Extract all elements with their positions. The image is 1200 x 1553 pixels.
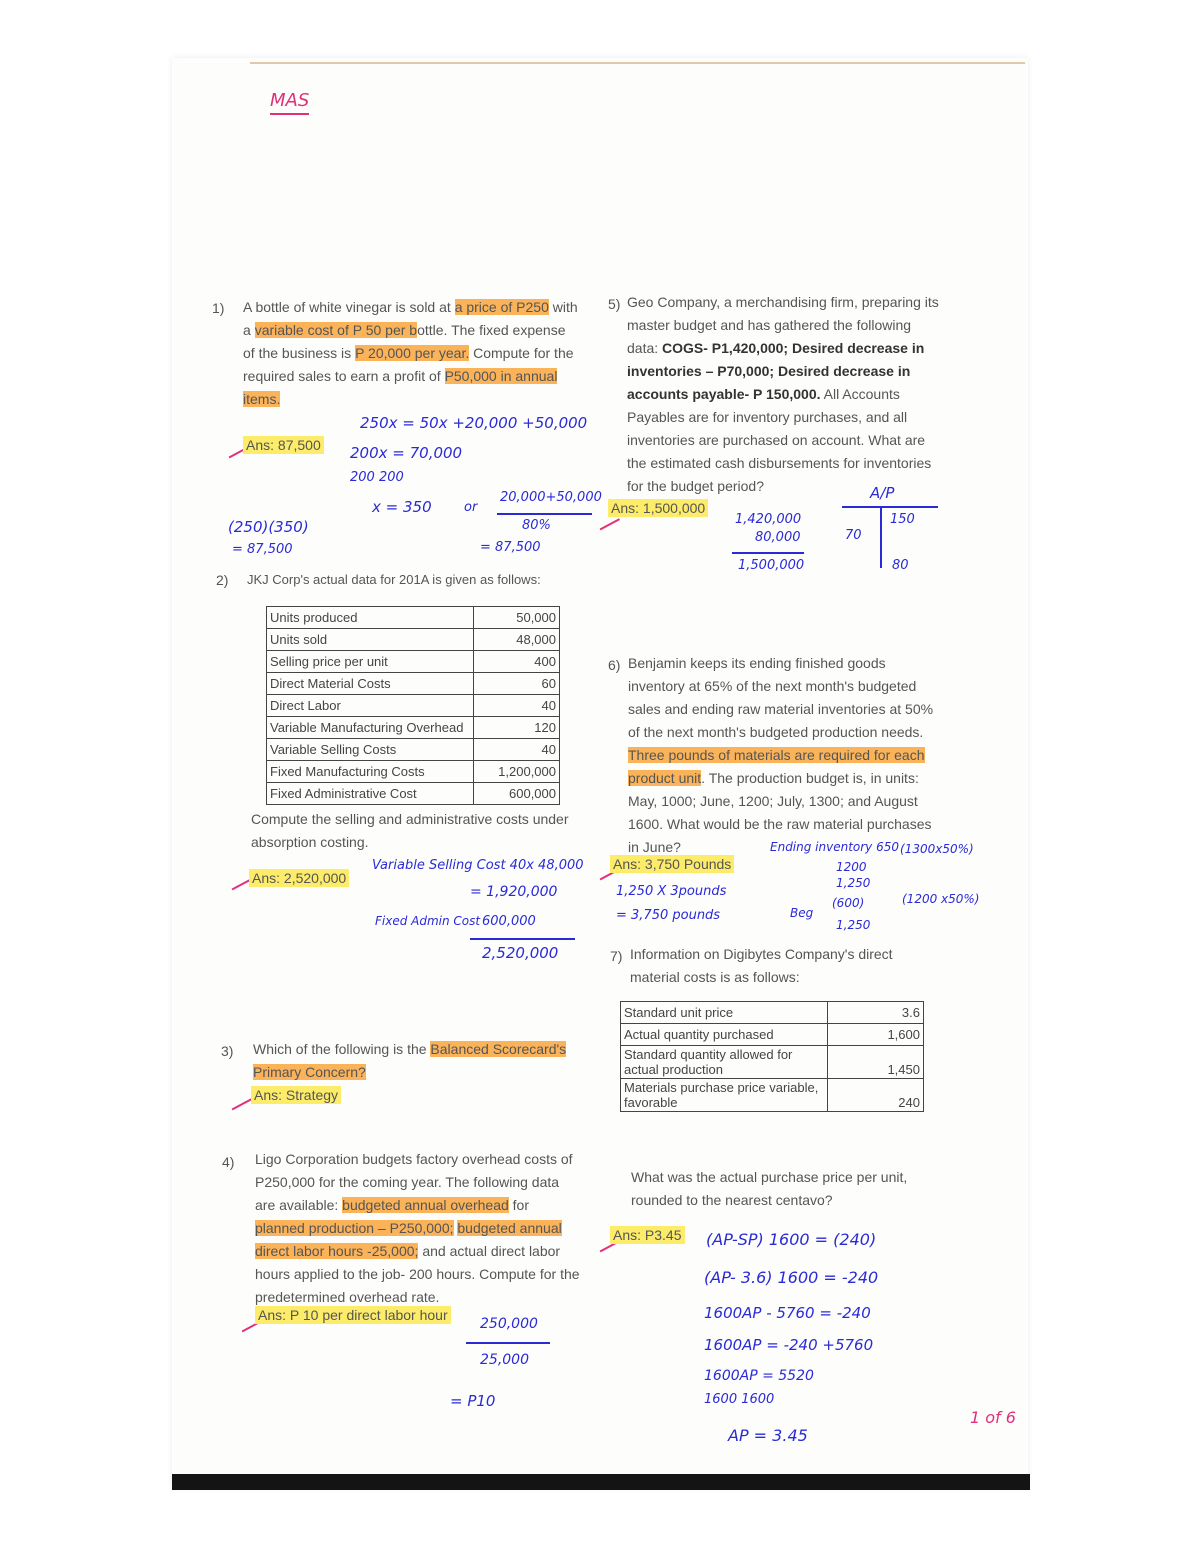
q5-work-line: 80,000: [755, 530, 801, 545]
q6-work-line: (1200 x50%): [902, 892, 980, 906]
table-row: Standard unit price 3.6: [621, 1002, 924, 1024]
q6-work-line: Ending inventory 650: [770, 840, 900, 854]
q1-work-line: = 87,500: [480, 540, 541, 555]
q1-work-line: (250)(350): [228, 518, 309, 536]
q4-work-line: = P10: [450, 1392, 496, 1410]
q5-text: Geo Company, a merchandising firm, preparing its master budget and has gathered the following data: COGS- P1,420,000; Desired decrease in inventories – P70,000; Desired decrease in accounts payable- P 150,000. All Accounts Payables are for inventory purchases, and all inventories are purchased on account. What are the estimated cash disbursements for inventories for the budget period?: [627, 294, 939, 494]
q5-answer: Ans: 1,500,000: [608, 499, 708, 517]
q4-text: Ligo Corporation budgets factory overhead costs of P250,000 for the coming year. The following data are available: budgeted annual overhead for planned production – P250,000; budgeted annual direct labor hours -25,000; and actual direct labor hours applied to the job- 200 hours. Compute for the predetermined overhead rate.: [255, 1151, 580, 1305]
q1-work-line: = 87,500: [232, 542, 293, 557]
q6-work-line: = 3,750 pounds: [616, 908, 721, 923]
q4-answer: Ans: P 10 per direct labor hour: [255, 1306, 451, 1324]
q6-number: 6): [608, 657, 621, 673]
q2-work-line: Fixed Admin Cost: [375, 914, 481, 928]
q5-work-line: 1,420,000: [735, 512, 802, 527]
q2-work-line: 600,000: [482, 914, 536, 929]
t-account-bar: [842, 506, 938, 508]
q4-number: 4): [222, 1154, 235, 1170]
q6-work-line: Beg: [790, 906, 814, 920]
table-row: Fixed Manufacturing Costs 1,200,000: [267, 761, 560, 783]
table-row: Units produced 50,000: [267, 607, 560, 629]
fraction-bar: [497, 513, 592, 515]
q1-work-line: or: [464, 500, 478, 515]
q5-work-line: 80: [892, 558, 909, 573]
q7-work-line: (AP-SP) 1600 = (240): [706, 1230, 877, 1249]
q2-question: Compute the selling and administrative costs under absorption costing.: [251, 811, 569, 850]
q1-number: 1): [212, 300, 225, 316]
table-row: Units sold 48,000: [267, 629, 560, 651]
table-row: Fixed Administrative Cost 600,000: [267, 783, 560, 805]
table-row: Selling price per unit 400: [267, 651, 560, 673]
q5-work-line: 70: [845, 528, 862, 543]
t-account-divider: [880, 506, 882, 568]
q7-work-line: 1600AP = -240 +5760: [704, 1336, 874, 1354]
q5-work-line: A/P: [870, 484, 895, 502]
q7-question: What was the actual purchase price per unit, rounded to the nearest centavo?: [631, 1169, 908, 1208]
q6-work-line: (600): [832, 896, 865, 910]
q2-number: 2): [216, 572, 229, 588]
q7-work-line: 1600AP = 5520: [704, 1368, 814, 1384]
q2-work-line: = 1,920,000: [470, 884, 558, 900]
q7-data-table: [620, 1001, 924, 1112]
q5-work-line: 150: [890, 512, 915, 527]
q7-work-line: (AP- 3.6) 1600 = -240: [704, 1268, 879, 1287]
q5-number: 5): [608, 296, 621, 312]
q2-data-table: [266, 606, 560, 805]
bottom-edge: [172, 1474, 1030, 1490]
q3-number: 3): [221, 1043, 234, 1059]
q4-work-line: 250,000: [480, 1316, 538, 1332]
q2-intro: JKJ Corp's actual data for 201A is given as follows:: [247, 572, 541, 587]
sum-bar: [470, 938, 575, 940]
q2-answer: Ans: 2,520,000: [249, 869, 349, 887]
table-row: Direct Material Costs 60: [267, 673, 560, 695]
q7-answer: Ans: P3.45: [610, 1226, 685, 1244]
q1-work-line: 250x = 50x +20,000 +50,000: [360, 414, 588, 432]
q6-text: Benjamin keeps its ending finished goods inventory at 65% of the next month's budgeted sales and ending raw material inventories at 50% of the next month's budgeted production needs. Three pounds of materials are required for each product unit. The production budget is, in units: May, 1000; June, 1200; July, 1300; and August 1600. What would be the raw material purchases in June?: [628, 655, 934, 855]
table-row: Direct Labor 40: [267, 695, 560, 717]
table-row: Materials purchase price variable, favorable 240: [621, 1079, 924, 1112]
table-row: Actual quantity purchased 1,600: [621, 1024, 924, 1046]
q6-work-line: 1,250 X 3pounds: [616, 884, 727, 899]
q1-work-line: 200x = 70,000: [350, 444, 463, 462]
q1-work-line: 200 200: [350, 470, 404, 485]
page-note: 1 of 6: [970, 1408, 1016, 1427]
q6-work-line: 1,250: [836, 876, 871, 890]
q1-work-line: 20,000+50,000: [500, 490, 602, 505]
q7-work-line: 1600 1600: [704, 1392, 775, 1407]
sum-bar: [732, 552, 804, 554]
table-row: Variable Selling Costs 40: [267, 739, 560, 761]
q5-work-line: 1,500,000: [738, 558, 805, 573]
q7-work-line: 1600AP - 5760 = -240: [704, 1304, 871, 1322]
q6-answer: Ans: 3,750 Pounds: [610, 855, 734, 873]
q2-work-line: Variable Selling Cost 40x 48,000: [372, 858, 584, 873]
fraction-bar: [466, 1342, 550, 1344]
top-rule: [250, 62, 1025, 64]
q6-work-line: 1200: [836, 860, 867, 874]
q3-text: Which of the following is the Balanced Scorecard's Primary Concern?: [253, 1041, 567, 1080]
q1-text: A bottle of white vinegar is sold at a price of P250 with a variable cost of P 50 per bottle. The fixed expense of the business is P 20,000 per year. Compute for the required sales to earn a profit of P50,000 in annual items.: [243, 299, 578, 407]
q3-answer: Ans: Strategy: [251, 1086, 341, 1104]
q7-work-line: AP = 3.45: [728, 1426, 808, 1445]
table-row: Standard quantity allowed for actual production 1,450: [621, 1046, 924, 1079]
q2-work-line: 2,520,000: [482, 944, 559, 962]
subject-title: MAS: [270, 90, 309, 115]
q4-work-line: 25,000: [480, 1352, 529, 1368]
q1-work-line: x = 350: [372, 498, 432, 516]
q6-work-line: (1300x50%): [900, 842, 974, 856]
q6-work-line: 1,250: [836, 918, 871, 932]
q7-number: 7): [610, 948, 623, 964]
q1-answer: Ans: 87,500: [243, 436, 324, 454]
table-row: Variable Manufacturing Overhead 120: [267, 717, 560, 739]
q1-work-line: 80%: [522, 518, 551, 533]
q7-intro: Information on Digibytes Company's direct material costs is as follows:: [630, 946, 893, 985]
